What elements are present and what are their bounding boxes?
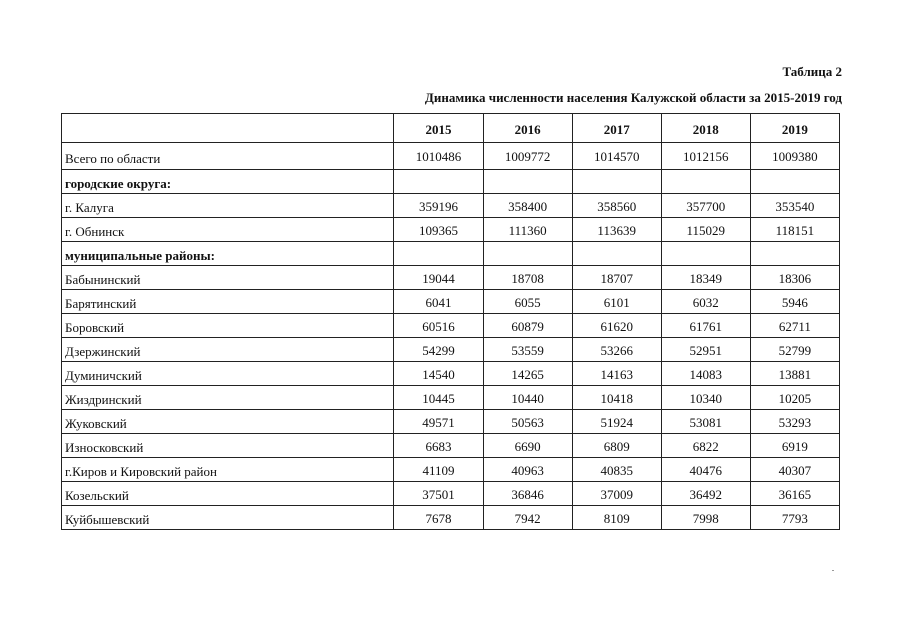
row-label: Износковский (62, 434, 394, 458)
value-cell: 6055 (483, 290, 572, 314)
value-cell: 19044 (394, 266, 483, 290)
column-header: 2017 (572, 114, 661, 143)
value-cell: 6101 (572, 290, 661, 314)
value-cell: 358560 (572, 194, 661, 218)
value-cell (483, 170, 572, 194)
value-cell: 1012156 (661, 143, 750, 170)
value-cell: 36846 (483, 482, 572, 506)
table-caption: Динамика численности населения Калужской области за 2015-2019 год (424, 90, 842, 105)
row-label: г.Киров и Кировский район (62, 458, 394, 482)
column-header: 2018 (661, 114, 750, 143)
value-cell: 7942 (483, 506, 572, 530)
value-cell: 358400 (483, 194, 572, 218)
value-cell: 54299 (394, 338, 483, 362)
value-cell: 359196 (394, 194, 483, 218)
value-cell: 1014570 (572, 143, 661, 170)
value-cell: 61761 (661, 314, 750, 338)
value-cell: 1010486 (394, 143, 483, 170)
value-cell: 113639 (572, 218, 661, 242)
value-cell (483, 242, 572, 266)
value-cell: 52951 (661, 338, 750, 362)
value-cell: 53266 (572, 338, 661, 362)
table-row (62, 266, 840, 290)
row-label: Жиздринский (62, 386, 394, 410)
value-cell: 7678 (394, 506, 483, 530)
table-row (62, 386, 840, 410)
value-cell: 18349 (661, 266, 750, 290)
table-row (62, 290, 840, 314)
value-cell: 61620 (572, 314, 661, 338)
row-label: Всего по области (62, 143, 394, 170)
value-cell: 37009 (572, 482, 661, 506)
value-cell (661, 242, 750, 266)
column-header: 2016 (483, 114, 572, 143)
value-cell: 10418 (572, 386, 661, 410)
value-cell (394, 170, 483, 194)
value-cell: 6809 (572, 434, 661, 458)
value-cell: 6041 (394, 290, 483, 314)
value-cell: 49571 (394, 410, 483, 434)
value-cell: 40307 (750, 458, 839, 482)
row-label: городские округа: (62, 170, 394, 194)
value-cell: 60879 (483, 314, 572, 338)
table-row (62, 410, 840, 434)
value-cell: 109365 (394, 218, 483, 242)
value-cell: 40835 (572, 458, 661, 482)
value-cell: 10440 (483, 386, 572, 410)
value-cell: 10205 (750, 386, 839, 410)
value-cell: 40963 (483, 458, 572, 482)
value-cell: 53293 (750, 410, 839, 434)
value-cell: 18306 (750, 266, 839, 290)
value-cell: 10340 (661, 386, 750, 410)
row-label: Боровский (62, 314, 394, 338)
row-label: г. Обнинск (62, 218, 394, 242)
section-row (62, 242, 840, 266)
column-header: 2015 (394, 114, 483, 143)
total-row (62, 143, 840, 170)
value-cell: 8109 (572, 506, 661, 530)
row-label: Козельский (62, 482, 394, 506)
value-cell: 41109 (394, 458, 483, 482)
row-label: Думиничский (62, 362, 394, 386)
table-body (62, 143, 840, 530)
value-cell: 14083 (661, 362, 750, 386)
header-corner-cell (62, 114, 394, 143)
value-cell: 60516 (394, 314, 483, 338)
value-cell (572, 242, 661, 266)
value-cell: 10445 (394, 386, 483, 410)
value-cell: 13881 (750, 362, 839, 386)
value-cell (394, 242, 483, 266)
table-row (62, 218, 840, 242)
table-row (62, 362, 840, 386)
table-row (62, 194, 840, 218)
column-header: 2019 (750, 114, 839, 143)
value-cell: 37501 (394, 482, 483, 506)
value-cell: 14540 (394, 362, 483, 386)
value-cell: 18707 (572, 266, 661, 290)
population-table (61, 113, 840, 530)
value-cell: 36165 (750, 482, 839, 506)
value-cell: 6690 (483, 434, 572, 458)
table-row (62, 338, 840, 362)
value-cell: 51924 (572, 410, 661, 434)
value-cell: 53081 (661, 410, 750, 434)
value-cell: 52799 (750, 338, 839, 362)
scan-speck (832, 570, 834, 571)
value-cell (750, 242, 839, 266)
table-row (62, 506, 840, 530)
value-cell (572, 170, 661, 194)
value-cell: 36492 (661, 482, 750, 506)
value-cell: 14163 (572, 362, 661, 386)
table-number: Таблица 2 (782, 64, 842, 79)
value-cell: 50563 (483, 410, 572, 434)
value-cell: 7793 (750, 506, 839, 530)
value-cell: 6919 (750, 434, 839, 458)
value-cell: 53559 (483, 338, 572, 362)
value-cell: 14265 (483, 362, 572, 386)
value-cell: 62711 (750, 314, 839, 338)
section-row (62, 170, 840, 194)
value-cell: 6032 (661, 290, 750, 314)
row-label: Дзержинский (62, 338, 394, 362)
row-label: Бабынинский (62, 266, 394, 290)
row-label: муниципальные районы: (62, 242, 394, 266)
row-label: г. Калуга (62, 194, 394, 218)
value-cell: 18708 (483, 266, 572, 290)
table-row (62, 314, 840, 338)
value-cell: 7998 (661, 506, 750, 530)
value-cell: 115029 (661, 218, 750, 242)
table-row (62, 458, 840, 482)
value-cell: 6683 (394, 434, 483, 458)
value-cell: 5946 (750, 290, 839, 314)
row-label: Барятинский (62, 290, 394, 314)
row-label: Куйбышевский (62, 506, 394, 530)
value-cell: 357700 (661, 194, 750, 218)
value-cell: 111360 (483, 218, 572, 242)
value-cell (661, 170, 750, 194)
table-row (62, 482, 840, 506)
row-label: Жуковский (62, 410, 394, 434)
value-cell: 353540 (750, 194, 839, 218)
table-row (62, 434, 840, 458)
value-cell (750, 170, 839, 194)
value-cell: 118151 (750, 218, 839, 242)
value-cell: 1009772 (483, 143, 572, 170)
value-cell: 1009380 (750, 143, 839, 170)
value-cell: 6822 (661, 434, 750, 458)
table-header-row (62, 114, 840, 143)
value-cell: 40476 (661, 458, 750, 482)
